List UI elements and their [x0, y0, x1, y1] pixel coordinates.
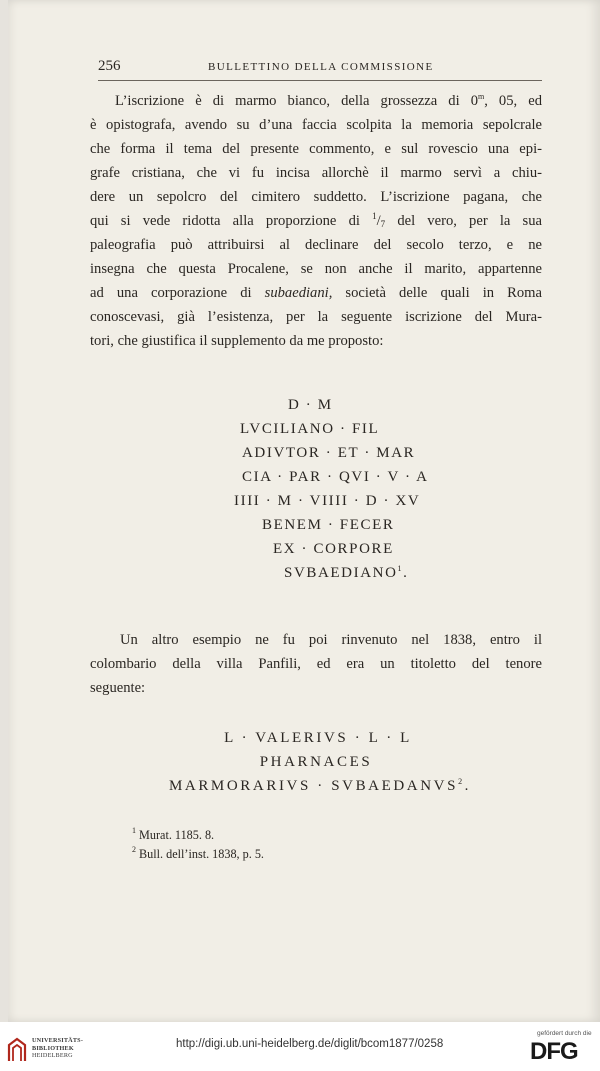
inscription-row: D · M — [288, 397, 333, 413]
text-line: che forma il tema del presente commento, e sul rovescio una epi- — [90, 141, 542, 157]
footnote-ref: 1 — [397, 564, 404, 573]
text-line: L’iscrizione è di marmo bianco, della grossezza di 0$^m$, 05, ed — [115, 92, 542, 109]
text-line: qui si vede ridotta alla proporzione di $^1/_7$ del vero, per la sua — [90, 211, 542, 229]
text-line: dere un sepolcro del cimitero suddetto. L’iscrizione pagana, che — [90, 189, 542, 205]
dfg-logo-icon: DFG — [530, 1038, 578, 1065]
university-library-logo-icon — [6, 1037, 28, 1063]
page-number: 256 — [98, 58, 121, 74]
inscription-row: L · VALERIVS · L · L — [224, 730, 412, 746]
text-line: colombario della villa Panfili, ed era un titoletto del tenore — [90, 656, 542, 672]
text-line: paleografia può attribuirsi al declinare del secolo terzo, e ne — [90, 237, 542, 253]
inscription-row: LVCILIANO · FIL — [240, 421, 380, 437]
text-line: conoscevasi, già l’esistenza, per la seguente iscrizione del Mura- — [90, 309, 542, 325]
footnote-ref: 2 — [458, 777, 465, 786]
inscription-row: MARMORARIVS · $SVBAEDANVS^2$. — [168, 777, 472, 794]
inscription-row: EX · CORPORE — [273, 541, 394, 557]
footnote: $^1$ Murat. 1185. 8. — [132, 826, 215, 842]
inscription-row: ADIVTOR · ET · MAR — [242, 445, 416, 461]
inscription-row: PHARNACES — [259, 754, 373, 770]
inscription-row: SVBAEDIANO$^1$. — [284, 564, 409, 581]
text-line: è opistografa, avendo su d’una faccia scolpita la memoria sepolcrale — [90, 117, 542, 133]
permalink-url[interactable]: http://digi.ub.uni-heidelberg.de/diglit/bcom1877/0258 — [176, 1038, 444, 1050]
footnotes — [132, 826, 532, 864]
footnote: $^2$ Bull. dell’inst. 1838, p. 5. — [132, 845, 264, 861]
library-name: UNIVERSITÄTS- BIBLIOTHEK HEIDELBERG — [32, 1037, 84, 1059]
inscription-row: IIII · M · VIIII · D · XV — [234, 493, 421, 509]
running-title: BULLETTINO DELLA COMMISSIONE — [208, 61, 434, 73]
page-header — [98, 58, 542, 81]
inscription-valerius — [90, 726, 542, 798]
inscription-row: BENEM · FECER — [262, 517, 395, 533]
text-line: Un altro esempio ne fu poi rinvenuto nel 1838, entro il — [120, 632, 542, 648]
text-line: grafe cristiana, che vi fu incisa allorchè il marmo servì a chiu- — [90, 165, 542, 181]
text-line: tori, che giustifica il supplemento da me proposto: — [90, 333, 384, 349]
italic-term: subaediani, — [264, 285, 333, 301]
paragraph-2 — [90, 628, 542, 700]
text-line: seguente: — [90, 680, 146, 696]
paragraph-1 — [90, 89, 542, 353]
sponsor-caption: gefördert durch die — [537, 1030, 592, 1037]
inscription-row: CIA · PAR · QVI · V · A — [242, 469, 429, 485]
text-line: ad una corporazione di subaediani, società delle quali in Roma — [90, 285, 542, 301]
fraction: $^1/_7$ — [372, 211, 386, 229]
inscription-lucilianus — [90, 393, 542, 585]
text-line: insegna che questa Procalene, se non anche il marito, appartenne — [90, 261, 542, 277]
